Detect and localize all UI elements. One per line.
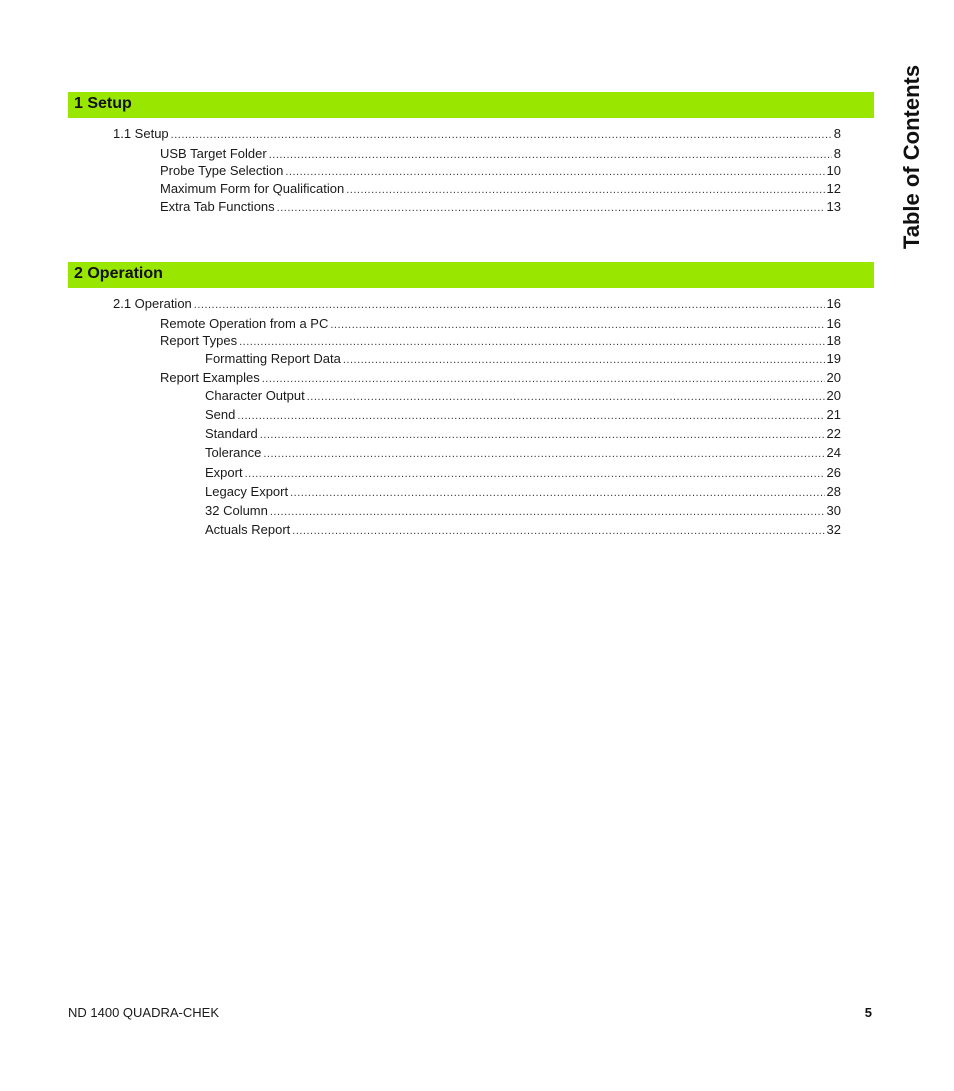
section-header-operation[interactable]	[68, 262, 874, 288]
toc-entry-setup[interactable]	[113, 126, 841, 142]
toc-entry-page: 8	[833, 146, 841, 161]
toc-entry-operation[interactable]	[113, 296, 841, 312]
dot-leader	[269, 147, 832, 163]
section-header-setup[interactable]	[68, 92, 874, 118]
toc-entry-page: 16	[826, 296, 841, 311]
toc-entry-page: 10	[826, 163, 841, 178]
toc-entry-32-column[interactable]	[205, 503, 841, 519]
toc-entry-actuals-report[interactable]	[205, 522, 841, 538]
toc-entry-label: Formatting Report Data	[205, 351, 341, 366]
dot-leader	[245, 466, 825, 482]
section-title: 2 Operation	[74, 265, 163, 282]
toc-entry-page: 21	[826, 407, 841, 422]
toc-entry-label: Extra Tab Functions	[160, 199, 275, 214]
dot-leader	[285, 164, 824, 180]
toc-entry-page: 20	[826, 370, 841, 385]
dot-leader	[307, 389, 825, 405]
toc-entry-extra-tab-functions[interactable]	[160, 199, 841, 215]
dot-leader	[346, 182, 824, 198]
dot-leader	[343, 352, 825, 368]
dot-leader	[262, 371, 825, 387]
footer-page-number: 5	[864, 1005, 872, 1020]
dot-leader	[239, 334, 824, 350]
toc-entry-usb-target-folder[interactable]	[160, 146, 841, 162]
toc-entry-probe-type-selection[interactable]	[160, 163, 841, 179]
dot-leader	[237, 408, 824, 424]
dot-leader	[290, 485, 824, 501]
toc-entry-label: Remote Operation from a PC	[160, 316, 329, 331]
toc-entry-label: Character Output	[205, 388, 305, 403]
toc-entry-export[interactable]	[205, 465, 841, 481]
toc-entry-legacy-export[interactable]	[205, 484, 841, 500]
toc-entry-label: Legacy Export	[205, 484, 289, 499]
toc-entry-label: Actuals Report	[205, 522, 291, 537]
toc-entry-label: Tolerance	[205, 445, 262, 460]
toc-entry-page: 8	[833, 126, 841, 141]
toc-entry-page: 18	[826, 333, 841, 348]
toc-entry-standard[interactable]	[205, 426, 841, 442]
toc-entry-page: 32	[826, 522, 841, 537]
toc-entry-label: Send	[205, 407, 236, 422]
toc-entry-label: Report Types	[160, 333, 238, 348]
toc-entry-page: 22	[826, 426, 841, 441]
dot-leader	[263, 446, 824, 462]
toc-entry-send[interactable]	[205, 407, 841, 423]
dot-leader	[270, 504, 825, 520]
toc-entry-label: Maximum Form for Qualification	[160, 181, 345, 196]
toc-entry-label: 32 Column	[205, 503, 268, 518]
dot-leader	[330, 317, 824, 333]
footer-product-name: ND 1400 QUADRA-CHEK	[68, 1005, 219, 1020]
toc-entry-tolerance[interactable]	[205, 445, 841, 461]
toc-entry-remote-operation[interactable]	[160, 316, 841, 332]
toc-entry-page: 26	[826, 465, 841, 480]
toc-entry-page: 20	[826, 388, 841, 403]
toc-entry-maximum-form[interactable]	[160, 181, 841, 197]
side-title-text: Table of Contents	[899, 64, 924, 250]
toc-entry-label: Probe Type Selection	[160, 163, 284, 178]
dot-leader	[171, 127, 832, 143]
toc-entry-label: Standard	[205, 426, 258, 441]
toc-entry-page: 12	[826, 181, 841, 196]
toc-entry-page: 24	[826, 445, 841, 460]
toc-entry-formatting-report-data[interactable]	[205, 351, 841, 367]
dot-leader	[292, 523, 824, 539]
toc-entry-character-output[interactable]	[205, 388, 841, 404]
toc-entry-report-types[interactable]	[160, 333, 841, 349]
toc-entry-label: Export	[205, 465, 243, 480]
toc-entry-label: 1.1 Setup	[113, 126, 169, 141]
toc-entry-label: 2.1 Operation	[113, 296, 192, 311]
toc-entry-page: 16	[826, 316, 841, 331]
toc-entry-page: 30	[826, 503, 841, 518]
section-title: 1 Setup	[74, 95, 132, 112]
toc-entry-label: USB Target Folder	[160, 146, 267, 161]
dot-leader	[194, 297, 825, 313]
toc-entry-page: 13	[826, 199, 841, 214]
side-title	[900, 50, 924, 265]
dot-leader	[277, 200, 825, 216]
toc-entry-label: Report Examples	[160, 370, 260, 385]
toc-entry-report-examples[interactable]	[160, 370, 841, 386]
toc-entry-page: 28	[826, 484, 841, 499]
toc-entry-page: 19	[826, 351, 841, 366]
dot-leader	[260, 427, 825, 443]
